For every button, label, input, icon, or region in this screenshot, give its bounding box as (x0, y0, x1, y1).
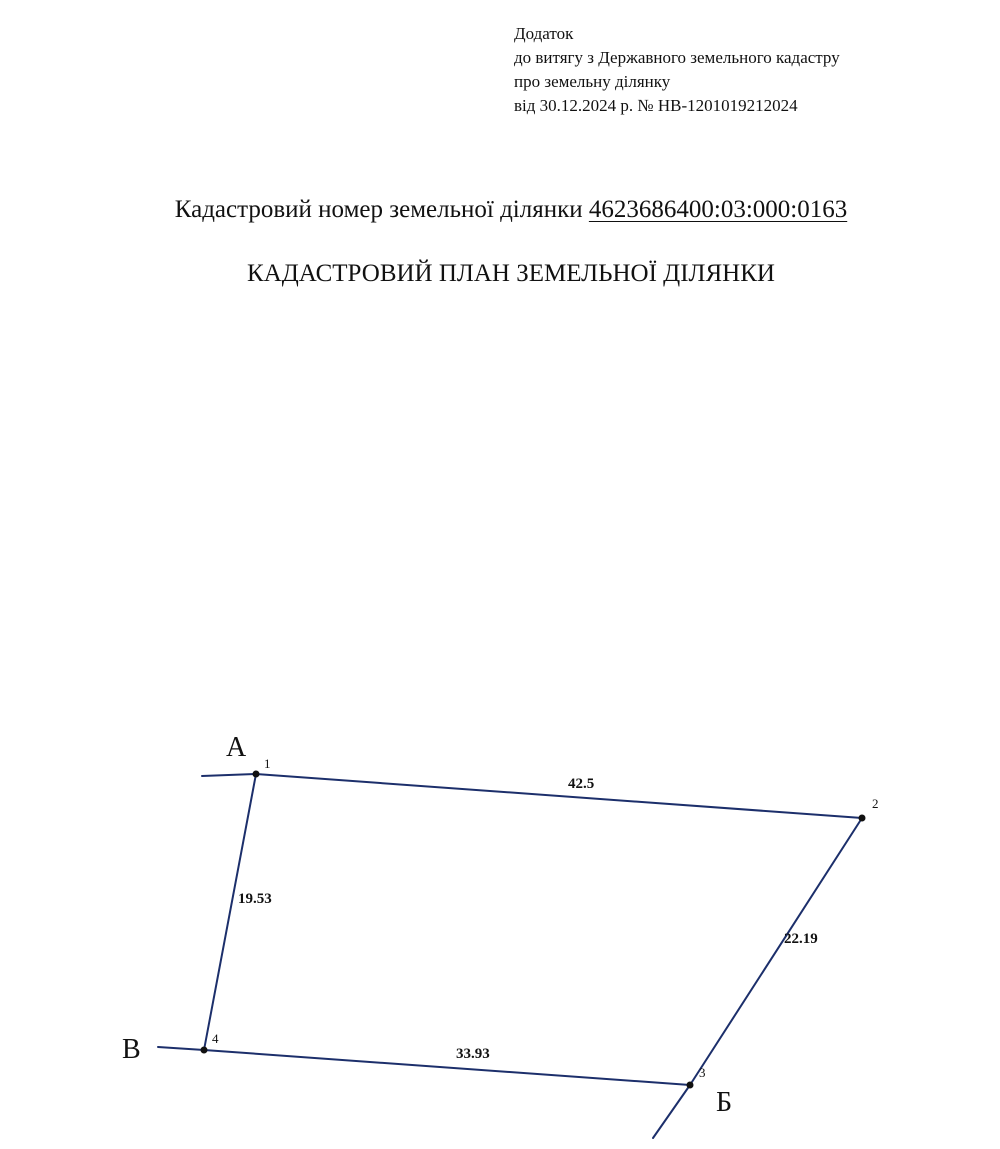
boundary-3-4 (204, 1050, 690, 1085)
segment-length-1-2: 42.5 (568, 776, 595, 792)
segment-length-2-3: 22.19 (784, 931, 818, 947)
appendix-line-1: Додаток (514, 24, 574, 43)
neighbor-label-a: А (226, 732, 247, 763)
vertex-label-2: 2 (872, 796, 879, 811)
vertex-2 (859, 815, 866, 822)
vertex-label-3: 3 (699, 1065, 706, 1080)
neighbor-label-b: Б (716, 1087, 733, 1118)
boundary-1-2 (256, 774, 862, 818)
segment-length-4-1: 19.53 (238, 891, 272, 907)
vertex-3 (687, 1082, 694, 1089)
neighbor-stub-a (202, 774, 256, 776)
vertex-label-4: 4 (212, 1031, 219, 1046)
plan-title: КАДАСТРОВИЙ ПЛАН ЗЕМЕЛЬНОЇ ДІЛЯНКИ (247, 260, 775, 287)
appendix-line-2: до витягу з Державного земельного кадастру (514, 48, 840, 67)
vertex-4 (201, 1047, 208, 1054)
segment-length-3-4: 33.93 (456, 1046, 490, 1062)
boundary-4-1 (204, 774, 256, 1050)
neighbor-stub-v (158, 1047, 204, 1050)
appendix-line-3: про земельну ділянку (514, 72, 671, 91)
appendix-line-4: від 30.12.2024 р. № НВ-1201019212024 (514, 96, 798, 115)
cadastral-number-value: 4623686400:03:000:0163 (588, 196, 848, 223)
vertex-1 (253, 771, 260, 778)
neighbor-label-v: В (122, 1034, 141, 1065)
vertex-label-1: 1 (264, 756, 271, 771)
cadastral-number-label: Кадастровий номер земельної ділянки (174, 196, 583, 223)
neighbor-stub-b (653, 1085, 690, 1138)
boundary-2-3 (690, 818, 862, 1085)
